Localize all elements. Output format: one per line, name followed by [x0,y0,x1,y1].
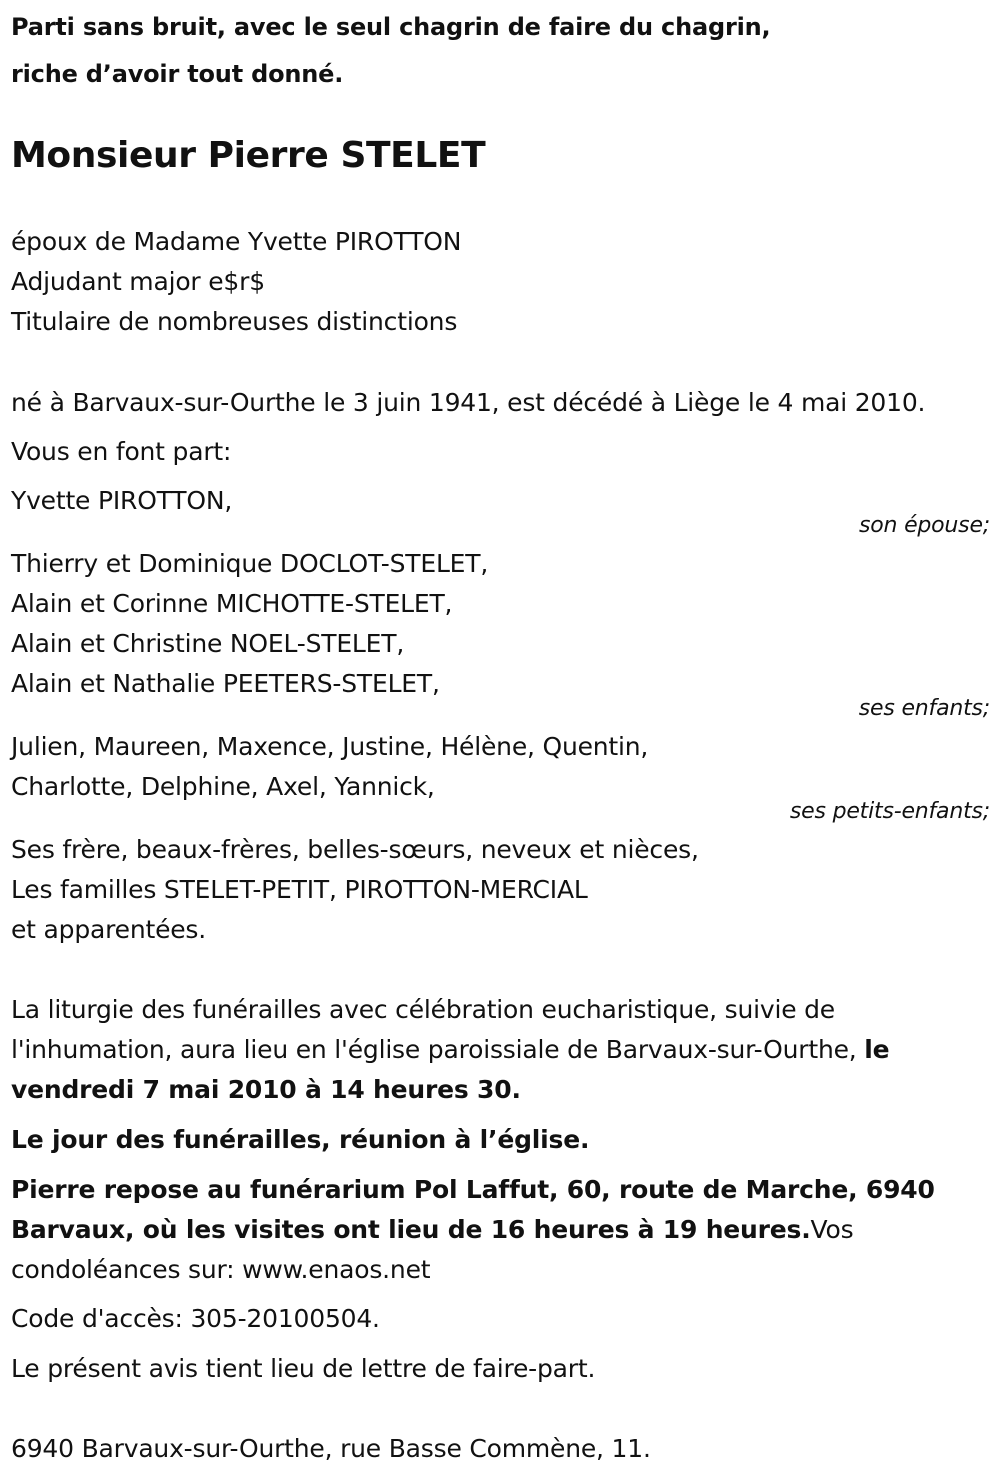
family-grandchildren-1: Julien, Maureen, Maxence, Justine, Hélène, Quentin, [11,732,649,761]
funeral-p1-line-2 [11,1035,889,1065]
family-others-1: Ses frère, beaux-frères, belles-sœurs, neveux et nièces, [11,835,699,864]
rank-line: Adjudant major e$r$ [11,267,265,296]
address-line: 6940 Barvaux-sur-Ourthe, rue Basse Commène, 11. [11,1434,651,1463]
funeral-p1-line-2-text: l'inhumation, aura lieu en l'église paroissiale de Barvaux-sur-Ourthe, [11,1035,857,1064]
family-grandchildren-role: ses petits-enfants; [789,799,990,824]
funeral-visit-line-2 [11,1215,853,1245]
family-spouse-role: son épouse; [859,513,990,538]
birth-death-line: né à Barvaux-sur-Ourthe le 3 juin 1941, est décédé à Liège le 4 mai 2010. [11,388,926,417]
funeral-p1-line-2-bold: le [864,1035,890,1064]
funeral-visit-line-2-bold: Barvaux, où les visites ont lieu de 16 heures à 19 heures. [11,1215,811,1244]
family-others-3: et apparentées. [11,915,206,944]
funeral-date-time: vendredi 7 mai 2010 à 14 heures 30. [11,1075,521,1104]
condolences-line: condoléances sur: www.enaos.net [11,1255,431,1284]
funeral-visit-line-1: Pierre repose au funérarium Pol Laffut, 60, route de Marche, 6940 [11,1175,935,1204]
epigraph-line-1: Parti sans bruit, avec le seul chagrin de faire du chagrin, [11,13,771,41]
family-child-4: Alain et Nathalie PEETERS-STELET, [11,669,440,698]
honors-line: Titulaire de nombreuses distinctions [11,307,458,336]
funeral-visit-line-2-text: Vos [810,1215,854,1244]
deceased-name: Monsieur Pierre STELET [11,135,486,176]
family-grandchildren-2: Charlotte, Delphine, Axel, Yannick, [11,772,435,801]
spouse-line: époux de Madame Yvette PIROTTON [11,227,462,256]
family-spouse-name: Yvette PIROTTON, [11,486,233,515]
family-children-role: ses enfants; [858,696,990,721]
family-child-2: Alain et Corinne MICHOTTE-STELET, [11,589,453,618]
access-code-line: Code d'accès: 305-20100504. [11,1304,380,1333]
family-child-1: Thierry et Dominique DOCLOT-STELET, [11,549,489,578]
announce-line: Vous en font part: [11,437,232,466]
family-child-3: Alain et Christine NOEL-STELET, [11,629,405,658]
funeral-gathering: Le jour des funérailles, réunion à l’église. [11,1125,590,1154]
family-others-2: Les familles STELET-PETIT, PIROTTON-MERCIAL [11,875,588,904]
notice-line: Le présent avis tient lieu de lettre de faire-part. [11,1354,596,1383]
funeral-p1-line-1: La liturgie des funérailles avec célébration eucharistique, suivie de [11,995,835,1024]
epigraph-line-2: riche d’avoir tout donné. [11,60,344,88]
